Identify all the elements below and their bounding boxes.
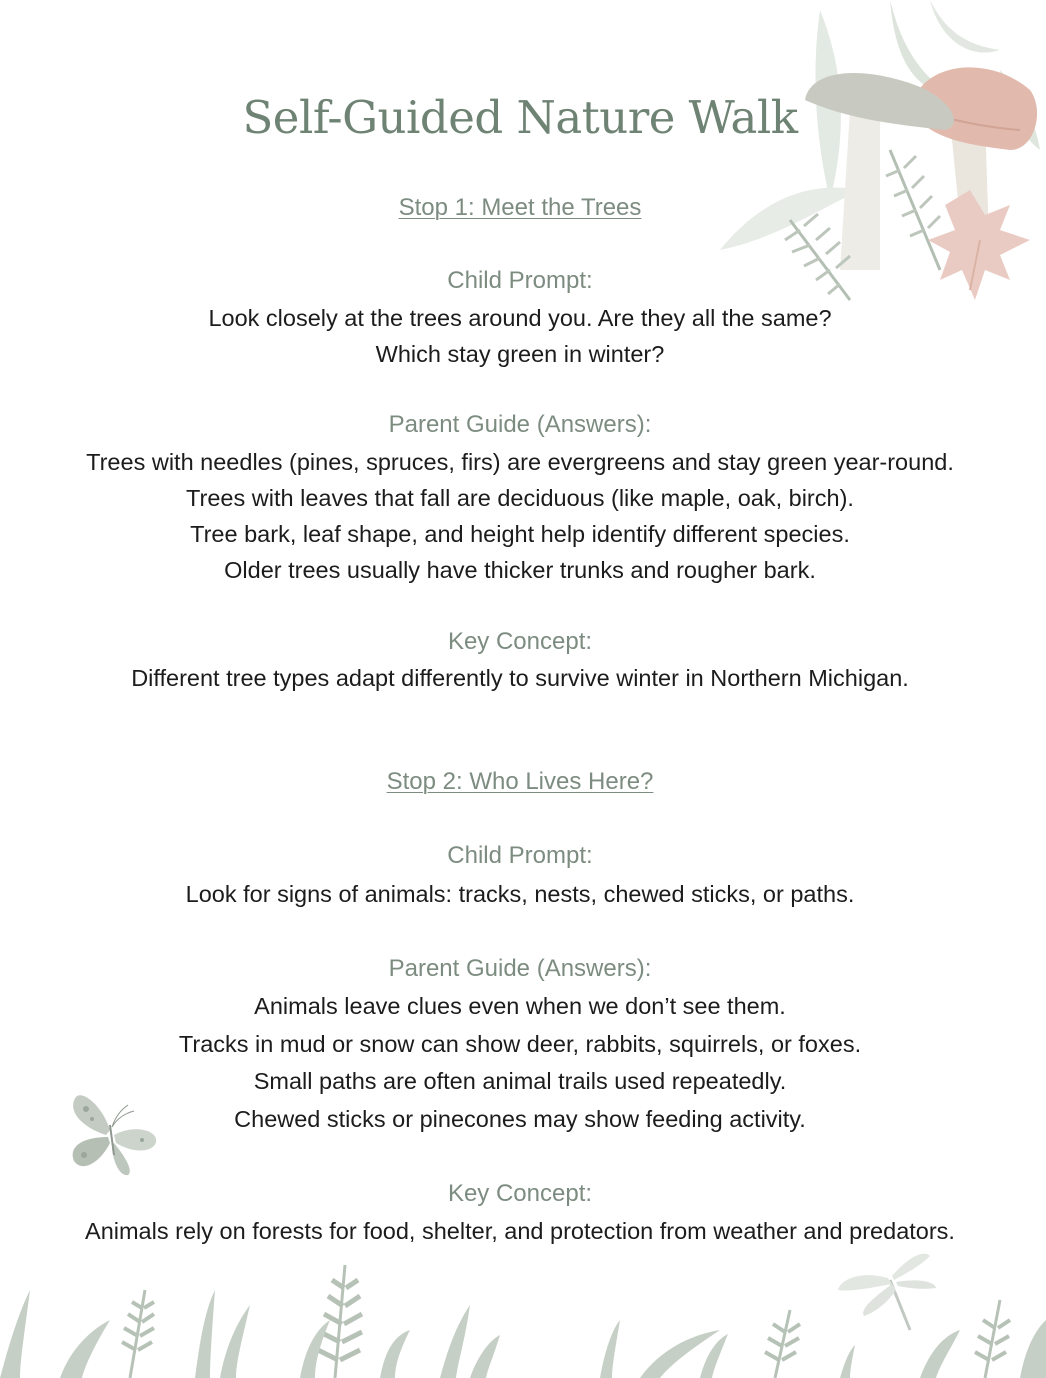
stop-2-parent-guide-line: Small paths are often animal trails used repeatedly. xyxy=(253,1068,787,1094)
stop-2-parent-guide-line: Animals leave clues even when we don’t see them. xyxy=(254,993,786,1019)
stop-1-child-prompt-line: Which stay green in winter? xyxy=(375,341,665,367)
stop-1-key-concept-text: Different tree types adapt differently to survive winter in Northern Michigan. xyxy=(131,665,909,691)
stop-1-parent-guide-label: Parent Guide (Answers): xyxy=(388,411,652,438)
stop-1-key-concept-label: Key Concept: xyxy=(447,628,593,655)
stop-1-parent-guide-line: Older trees usually have thicker trunks and rougher bark. xyxy=(224,557,816,583)
page-title: Self-Guided Nature Walk xyxy=(242,91,798,144)
fern-border-icon xyxy=(0,1250,1046,1378)
stop-1-child-prompt-line: Look closely at the trees around you. Are they all the same? xyxy=(208,305,832,331)
stop-2-key-concept-text: Animals rely on forests for food, shelter, and protection from weather and predators. xyxy=(85,1218,955,1244)
stop-1-child-prompt-label: Child Prompt: xyxy=(447,267,593,294)
stop-2-child-prompt-line: Look for signs of animals: tracks, nests, chewed sticks, or paths. xyxy=(185,881,855,907)
stop-1-parent-guide-line: Trees with leaves that fall are deciduous (like maple, oak, birch). xyxy=(186,485,854,511)
stop-2-parent-guide-line: Tracks in mud or snow can show deer, rabbits, squirrels, or foxes. xyxy=(178,1031,862,1057)
stop-2-heading: Stop 2: Who Lives Here? xyxy=(386,768,654,795)
stop-2-parent-guide-label: Parent Guide (Answers): xyxy=(388,955,652,982)
dragonfly-icon xyxy=(838,1254,936,1330)
stop-1-parent-guide-line: Trees with needles (pines, spruces, firs) are evergreens and stay green year-round. xyxy=(86,449,954,475)
stop-1-parent-guide-line: Tree bark, leaf shape, and height help identify different species. xyxy=(190,521,850,547)
stop-1-heading: Stop 1: Meet the Trees xyxy=(398,194,642,221)
stop-2-key-concept-label: Key Concept: xyxy=(447,1180,593,1207)
stop-2-parent-guide-line: Chewed sticks or pinecones may show feeding activity. xyxy=(234,1106,806,1132)
stop-2-child-prompt-label: Child Prompt: xyxy=(447,842,593,869)
